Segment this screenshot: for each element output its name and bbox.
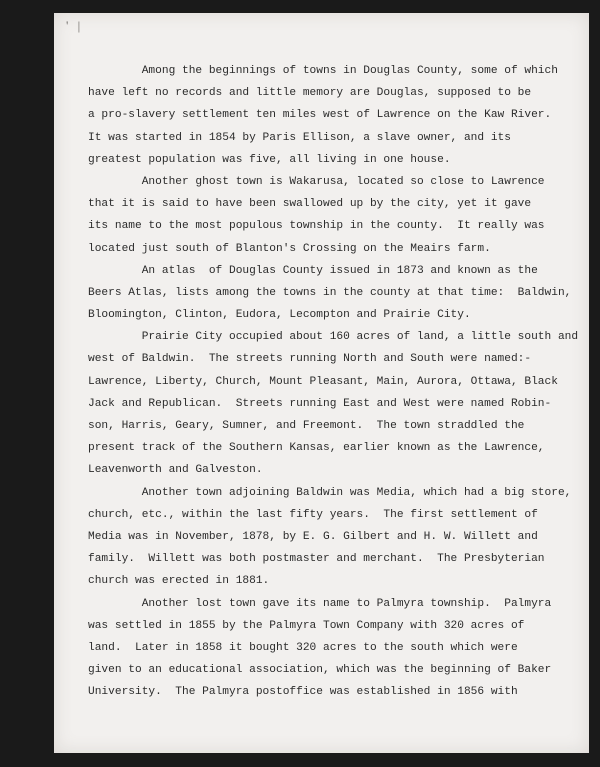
text-line: It was started in 1854 by Paris Ellison, a slave owner, and its: [88, 131, 511, 144]
text-line: Another lost town gave its name to Palmyra township. Palmyra: [88, 597, 552, 610]
text-line: that it is said to have been swallowed up by the city, yet it gave: [88, 198, 532, 211]
margin-pencil-mark: ' |: [66, 18, 84, 33]
text-line: Among the beginnings of towns in Douglas County, some of which: [88, 65, 558, 77]
text-line: family. Willett was both postmaster and merchant. The Presbyterian: [88, 553, 545, 566]
text-line: Beers Atlas, lists among the towns in the county at that time: Baldwin,: [88, 286, 572, 299]
text-line: given to an educational association, which was the beginning of Baker: [88, 664, 552, 677]
text-line: a pro-slavery settlement ten miles west of Lawrence on the Kaw River.: [88, 109, 552, 122]
text-line: located just south of Blanton's Crossing on the Meairs farm.: [88, 242, 491, 255]
text-line: University. The Palmyra postoffice was established in 1856 with: [88, 686, 518, 699]
text-line: Prairie City occupied about 160 acres of land, a little south and: [88, 331, 579, 344]
text-line: Another town adjoining Baldwin was Media, which had a big store,: [88, 486, 572, 499]
text-line: its name to the most populous township in the county. It really was: [88, 220, 545, 233]
text-line: Leavenworth and Galveston.: [88, 464, 263, 477]
text-line: greatest population was five, all living in one house.: [88, 153, 451, 166]
text-line: Jack and Republican. Streets running East and West were named Robin-: [88, 397, 552, 410]
typed-text-block: [88, 60, 579, 703]
text-line: land. Later in 1858 it bought 320 acres to the south which were: [88, 641, 518, 654]
text-line: church, etc., within the last fifty years. The first settlement of: [88, 508, 538, 521]
text-line: have left no records and little memory are Douglas, supposed to be: [88, 87, 532, 100]
text-line: son, Harris, Geary, Sumner, and Freemont. The town straddled the: [88, 420, 525, 432]
text-line: church was erected in 1881.: [88, 575, 270, 588]
text-line: present track of the Southern Kansas, earlier known as the Lawrence,: [88, 442, 545, 455]
text-line: Another ghost town is Wakarusa, located so close to Lawrence: [88, 175, 545, 188]
text-line: was settled in 1855 by the Palmyra Town Company with 320 acres of: [88, 619, 525, 632]
text-line: Media was in November, 1878, by E. G. Gilbert and H. W. Willett and: [88, 530, 538, 543]
text-line: An atlas of Douglas County issued in 1873 and known as the: [88, 264, 538, 277]
text-line: Lawrence, Liberty, Church, Mount Pleasant, Main, Aurora, Ottawa, Black: [88, 375, 558, 388]
text-line: Bloomington, Clinton, Eudora, Lecompton and Prairie City.: [88, 309, 471, 322]
text-line: west of Baldwin. The streets running North and South were named:-: [88, 353, 532, 366]
